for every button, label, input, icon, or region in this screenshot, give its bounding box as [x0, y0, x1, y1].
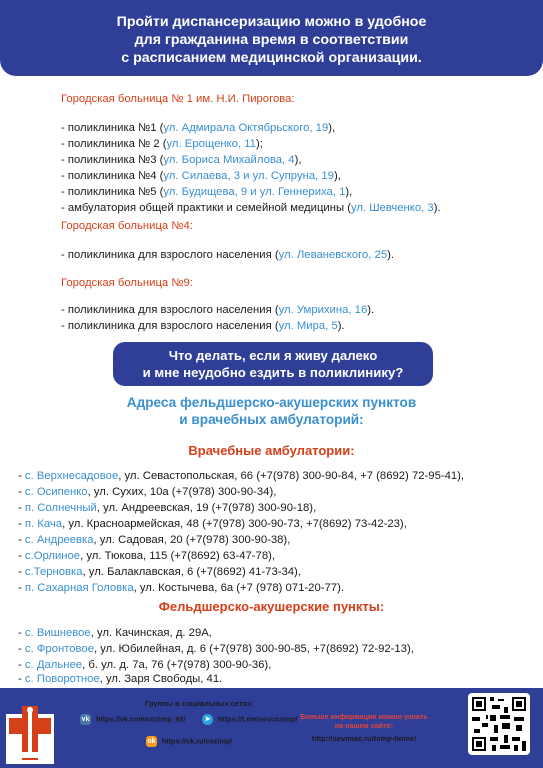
question-banner — [113, 342, 433, 386]
hospital-4-item-1: - поликлиника для взрослого населения (ул. Леваневского, 25). — [61, 249, 395, 261]
hospital-1-item-4: - поликлиника №4 (ул. Силаева, 3 и ул. Супруна, 19), — [61, 170, 341, 182]
question-line-1: Что делать, если я живу далеко — [168, 348, 378, 363]
social-title: Группы в социальных сетях: — [145, 699, 254, 708]
top-banner-line-1: Пройти диспансеризацию можно в удобное — [116, 14, 427, 30]
qr-code-icon — [468, 693, 530, 755]
top-banner — [0, 0, 543, 76]
footer — [0, 688, 543, 768]
hospital-9-item-2: - поликлиника для взрослого населения (ул. Мира, 5). — [61, 320, 345, 332]
vk-link[interactable]: vk https://vk.com/cozimp_92/ — [81, 714, 186, 724]
fap-title: Фельдшерско-акушерские пункты: — [158, 599, 385, 614]
fap-item-1: - с. Вишневое, ул. Качинская, д. 29А, — [18, 627, 212, 639]
ambulatory-item-6: - с.Орлиное, ул. Тюкова, 115 (+7(8692) 63-47-78), — [18, 550, 276, 562]
hospital-1-item-2: - поликлиника № 2 (ул. Ерощенко, 11); — [61, 138, 263, 150]
ambulatory-item-7: - с.Терновка, ул. Балаклавская, 6 (+7(8692) 41-73-34), — [18, 566, 301, 578]
hospital-9-item-1: - поликлиника для взрослого населения (ул. Умрихина, 16). — [61, 304, 375, 316]
site-link[interactable]: http://sevmiac.ru/tsmp-home/ — [311, 734, 417, 743]
vk-icon: vk — [81, 716, 90, 723]
hospital-1-item-1: - поликлиника №1 (ул. Адмирала Октябрьского, 19), — [61, 122, 336, 134]
ambulatory-item-5: - с. Андреевка, ул. Садовая, 20 (+7(978) 300-90-38), — [18, 534, 291, 546]
hospital-9-title: Городская больница №9: — [61, 277, 193, 289]
ambulatory-item-1: - с. Верхнесадовое, ул. Севастопольская, 66 (+7(978) 300-90-84, +7 (8692) 72-95-41), — [18, 470, 465, 482]
more-info-text: Больше информации можно узнать на нашем сайте: — [300, 712, 428, 730]
fap-item-2: - с. Фронтовое, ул. Юбилейная, д. 6 (+7(978) 300-90-85, +7(8692) 72-92-13), — [18, 643, 414, 655]
hospital-1-item-3: - поликлиника №3 (ул. Бориса Михайлова, 4), — [61, 154, 302, 166]
medical-cross-logo — [6, 694, 54, 764]
odnoklassniki-icon: ok — [147, 738, 156, 745]
top-banner-line-3: с расписанием медицинской организации. — [121, 50, 422, 66]
top-banner-line-2: для гражданина время в соответствии — [134, 32, 409, 48]
fap-item-3: - с. Дальнее, б. ул. д. 7а, 76 (+7(978) 300-90-36), — [18, 659, 272, 671]
hospital-1-title: Городская больница № 1 им. Н.И. Пирогова: — [61, 93, 295, 105]
fap-item-4: - с. Поворотное, ул. Заря Свободы, 41. — [18, 673, 223, 685]
hospital-1-item-6: - амбулатория общей практики и семейной медицины (ул. Шевченко, 3). — [61, 202, 441, 214]
ambulatory-item-3: - п. Солнечный, ул. Андреевская, 19 (+7(978) 300-90-18), — [18, 502, 317, 514]
addresses-heading-line-2: и врачебных амбулаторий: — [179, 412, 364, 427]
telegram-link[interactable]: ➤ https://t.me/sevcozimp/ — [202, 714, 297, 725]
hospital-4-title: Городская больница №4: — [61, 220, 193, 232]
ambulatory-item-8: - п. Сахарная Головка, ул. Костычева, 6а (+7 (978) 071-20-77). — [18, 582, 344, 594]
addresses-heading-line-1: Адреса фельдшерско-акушерских пунктов — [126, 395, 417, 410]
ambulatories-title: Врачебные амбулатории: — [188, 443, 355, 458]
ambulatory-item-2: - с. Осипенко, ул. Сухих, 10а (+7(978) 300-90-34), — [18, 486, 277, 498]
ambulatory-item-4: - п. Кача, ул. Красноармейская, 48 (+7(978) 300-90-73, +7(8692) 73-42-23), — [18, 518, 407, 530]
hospital-1-item-5: - поликлиника №5 (ул. Будищева, 9 и ул. Геннериха, 1), — [61, 186, 353, 198]
ok-link[interactable]: ok https://ok.ru/cozimp/ — [147, 736, 233, 746]
addresses-heading — [0, 394, 543, 428]
telegram-icon: ➤ — [202, 714, 213, 725]
question-line-2: и мне неудобно ездить в поликлинику? — [142, 365, 404, 380]
